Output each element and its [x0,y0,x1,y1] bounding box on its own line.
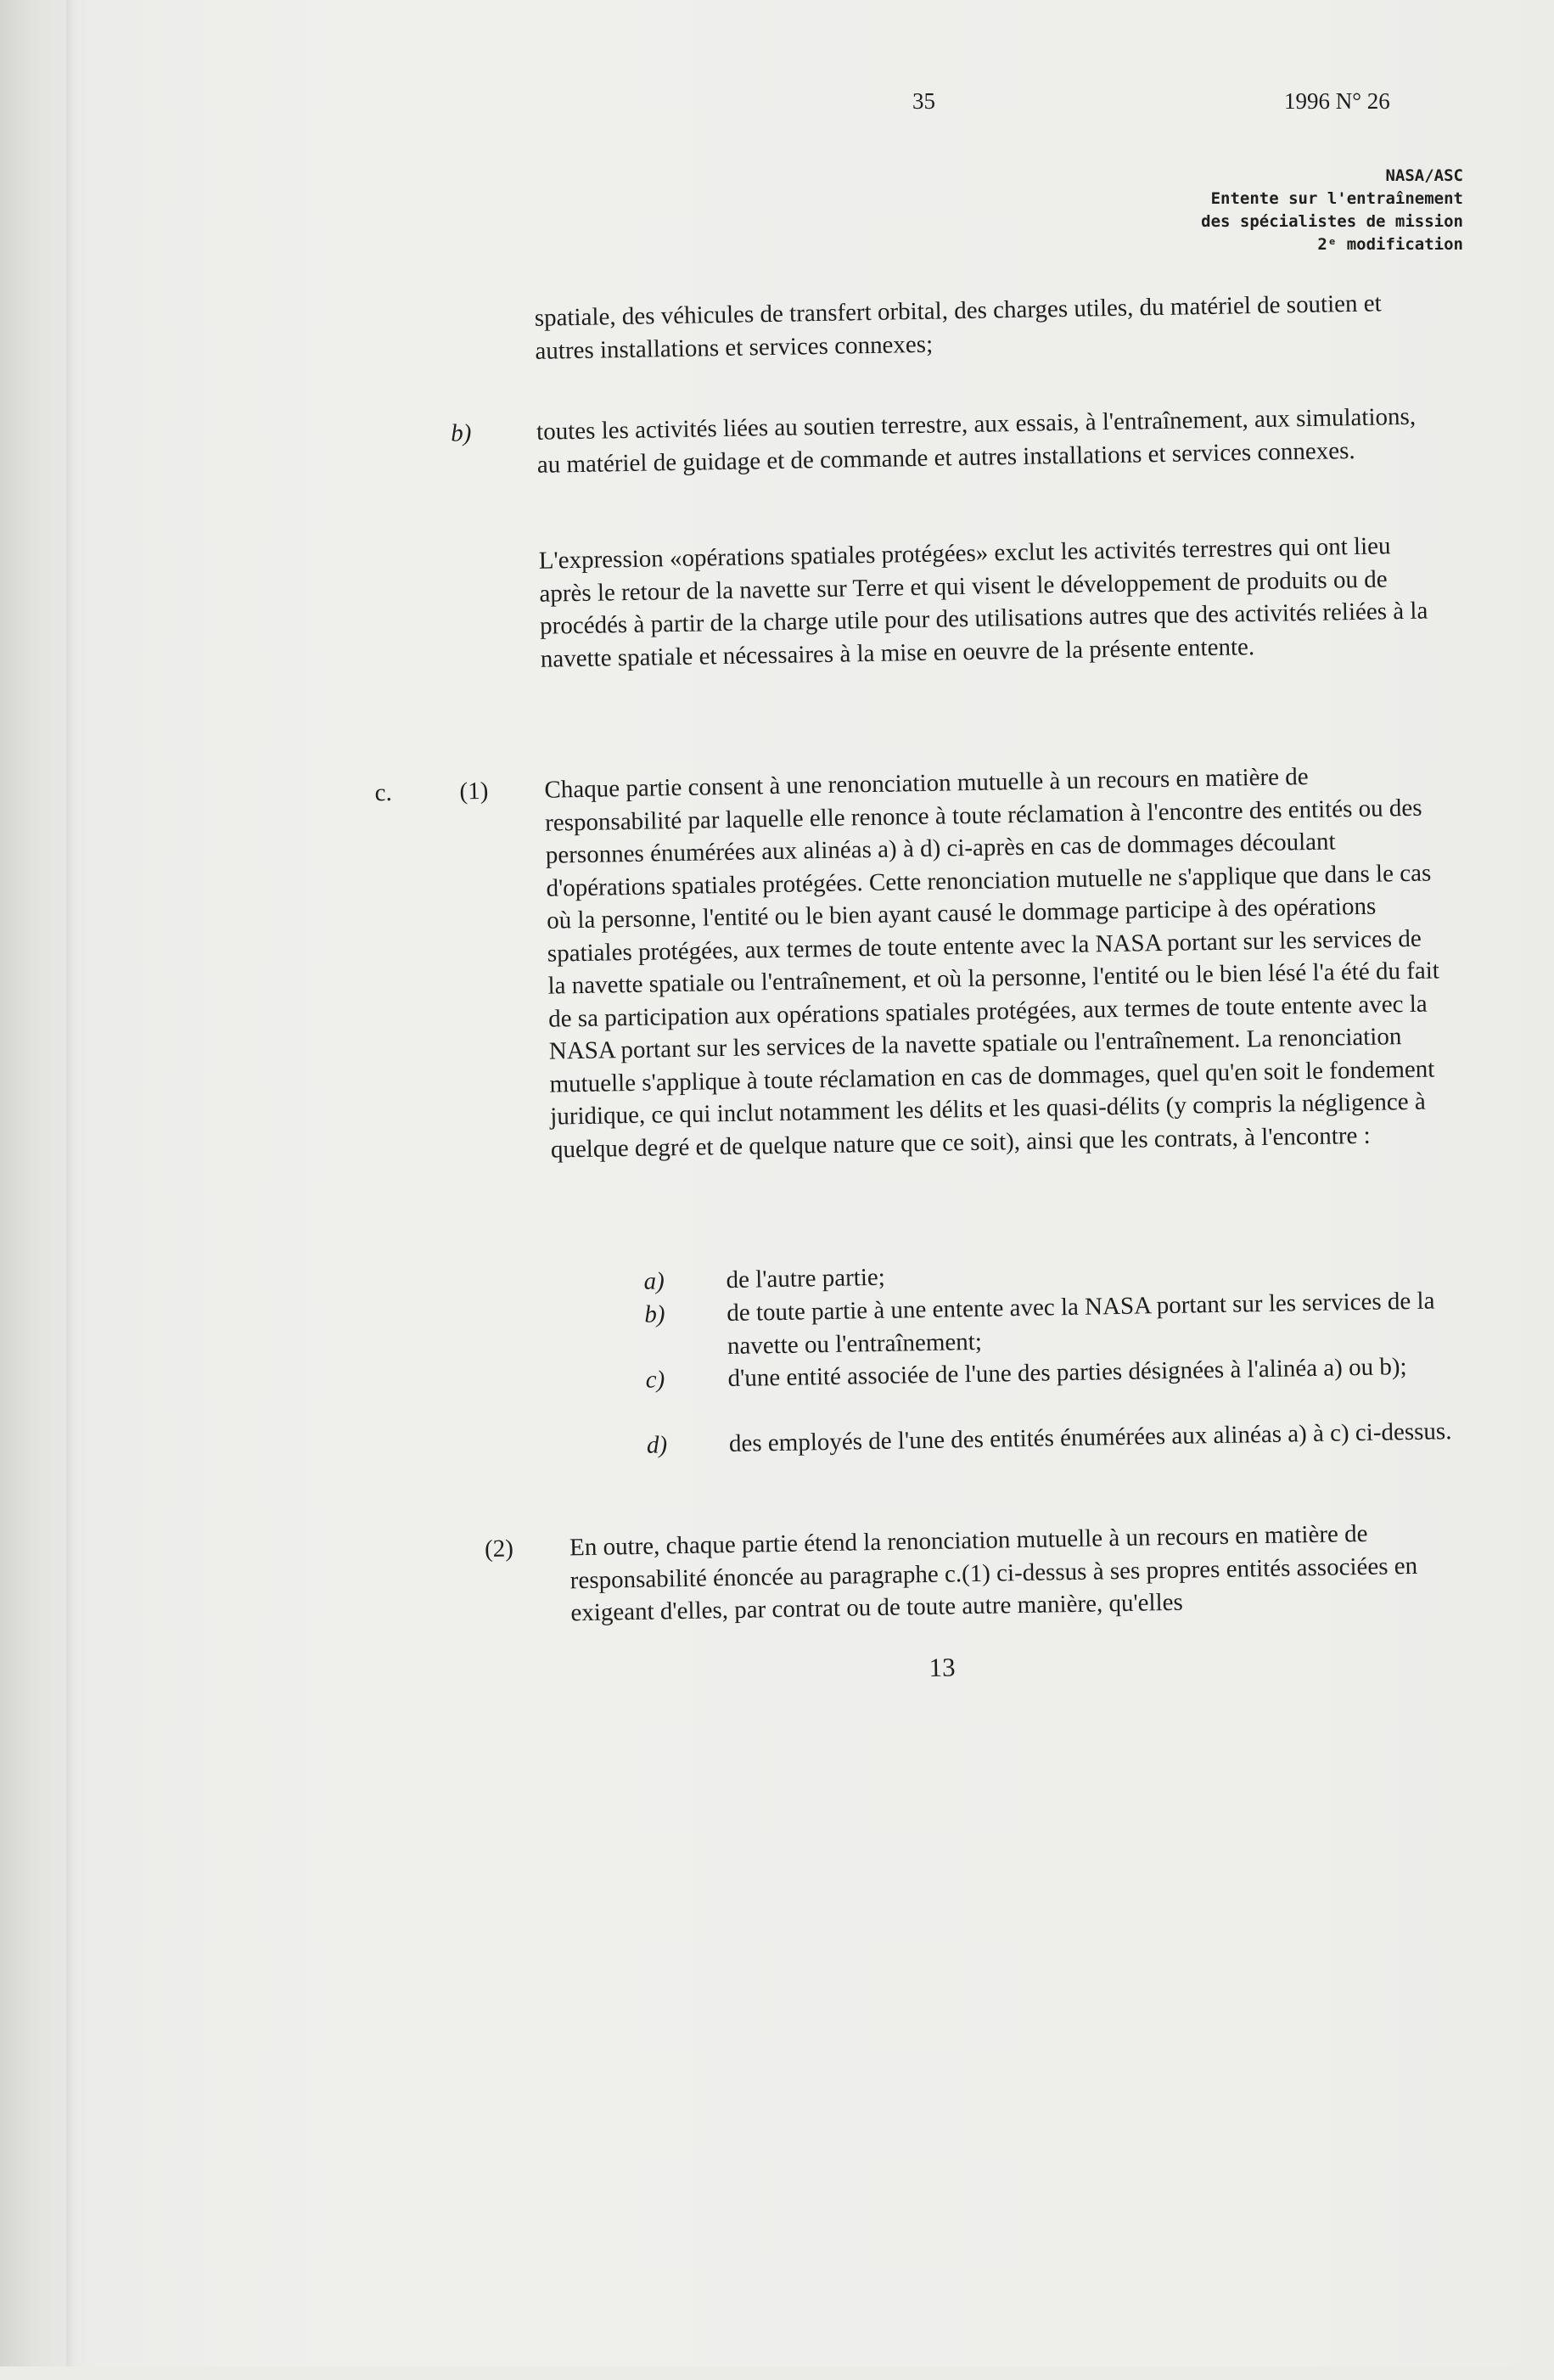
section-c-marker: c. [374,778,392,807]
journal-issue: 1996 N° 26 [1284,88,1390,114]
item-b-marker: b) [450,419,472,447]
list-item-a: de l'autre partie; [726,1263,886,1294]
subsection-2-marker: (2) [484,1535,514,1563]
item-b-text: toutes les activités liées au soutien terrestre, aux essais, à l'entraînement, aux simulations, au matériel de guidage et de commande et autres installations et services connexes. [536,402,1417,479]
list-item-d: des employés de l'une des entités énumérées aux alinéas a) à c) ci-dessus. [728,1417,1452,1458]
list-marker-b: b) [644,1300,665,1328]
subsection-2-text: En outre, chaque partie étend la renonciation mutuelle à un recours en matière de responsabilité énoncée au paragraphe c.(1) ci-dessus à ses propres entités associées en exigeant d'elles, par contrat ou de toute autre manière, qu'elles [569,1519,1418,1627]
list-item-c: d'une entité associée de l'une des parties désignées à l'alinéa a) ou b); [727,1353,1407,1393]
typed-header-line: Entente sur l'entraînement [1210,189,1463,208]
subsection-1-marker: (1) [459,777,489,805]
document-page-number: 13 [928,1652,956,1682]
typed-header-line: 2ᵉ modification [1317,235,1463,254]
journal-page-number: 35 [912,88,935,114]
paragraph-continuation: spatiale, des véhicules de transfert orbital, des charges utiles, du matériel de soutien et autres installations et services connexes; [534,289,1382,365]
list-item-b: de toute partie à une entente avec la NASA portant sur les services de la navette ou l'entraînement; [727,1287,1435,1360]
list-marker-c: c) [645,1366,665,1394]
list-marker-a: a) [643,1267,665,1295]
typed-header-line: NASA/ASC [1385,166,1463,185]
list-marker-d: d) [646,1431,668,1459]
paragraph-expression: L'expression «opérations spatiales protégées» exclut les activités terrestres qui ont lieu après le retour de la navette sur Terre et qui visent le développement de produits ou de procédés à partir de la charge utile pour des utilisations autres que des activités reliées à la navette spatiale et nécessaires à la mise en oeuvre de la présente entente. [538,532,1428,673]
typed-header-line: des spécialistes de mission [1201,212,1463,231]
subsection-1-text: Chaque partie consent à une renonciation mutuelle à un recours en matière de responsabilité par laquelle elle renonce à toute réclamation à l'encontre des entités ou des personnes énumérées aux alinéas a) à d) ci-après en cas de dommages découlant d'opérations spatiales protégées. Cette renonciation mutuelle ne s'applique que dans le cas où la personne, l'entité ou le bien ayant causé le dommage participe à des opérations spatiales protégées, aux termes de toute entente avec la NASA portant sur les services de la navette spatiale ou l'entraînement, et où la personne, l'entité ou le bien lésé l'a été du fait de sa participation aux opérations spatiales protégées, aux termes de toute entente avec la NASA portant sur les services de la navette spatiale ou l'entraînement. La renonciation mutuelle s'applique à toute réclamation en cas de dommages, quel qu'en soit le fondement juridique, ce qui inclut notamment les délits et les quasi-délits (y compris la négligence à quelque degré et de quelque nature que ce soit), ainsi que les contrats, à l'encontre : [544,763,1440,1164]
